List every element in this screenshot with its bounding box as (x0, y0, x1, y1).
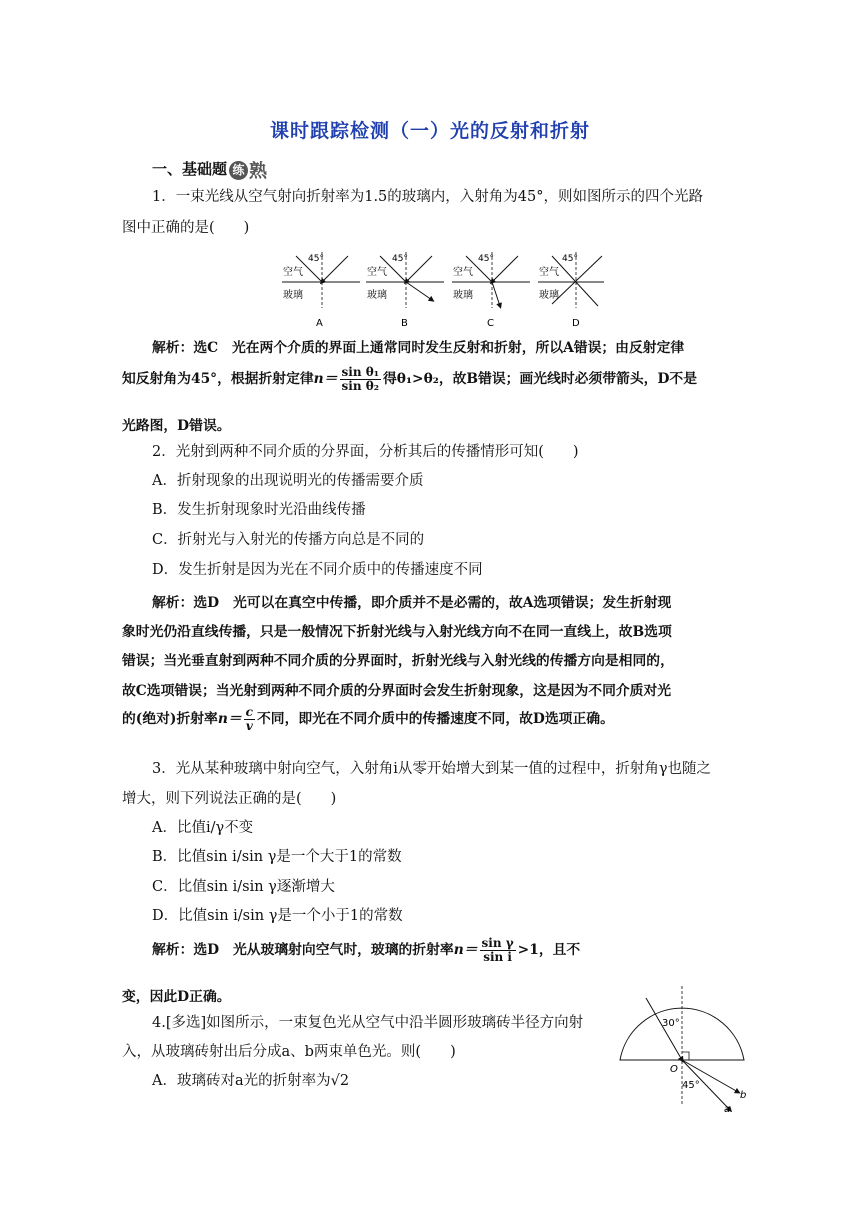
q4-center-label: O (670, 1064, 678, 1075)
q2-stem: 2．光射到两种不同介质的分界面，分析其后的传播情形可知( ) (152, 444, 579, 460)
q1-angle-b: 45° (392, 254, 408, 264)
q1-panel-b (366, 252, 444, 329)
page-title: 课时跟踪检测（一）光的反射和折射 (269, 120, 590, 142)
q2-frac-num: c (245, 705, 253, 719)
q2-option-d: D．发生折射是因为光在不同介质中的传播速度不同 (152, 562, 483, 578)
q2-option-c: C．折射光与入射光的传播方向总是不同的 (152, 532, 425, 548)
q3-analysis-text1b: >1，且不 (517, 942, 581, 958)
q1-analysis-line1 (152, 336, 684, 356)
q4-angle-bottom: 45° (682, 1080, 700, 1091)
q2-analysis-lead: 解析： (152, 595, 194, 611)
q2-analysis-line2: 象时光仍沿直线传播，只是一般情况下折射光线与入射光线方向不在同一直线上，故B选项 (122, 624, 672, 640)
q2-option-b: B．发生折射现象时光沿曲线传播 (152, 502, 366, 518)
q4-ray-b-label: b (740, 1090, 747, 1101)
q2-frac-den: v (245, 719, 253, 733)
q1-label-c: C (487, 318, 494, 329)
q3-option-b: B．比值sin i/sin γ是一个大于1的常数 (152, 849, 402, 865)
q1-angle-c: 45° (478, 254, 494, 264)
q4-stem-line2: 入，从玻璃砖射出后分成a、b两束单色光。则( ) (122, 1044, 456, 1060)
q1-glass-d: 玻璃 (539, 290, 559, 301)
section-label: 一、基础题 (152, 160, 228, 178)
q1-frac-num: sin θ₁ (341, 365, 379, 379)
q4-angle-top: 30° (662, 1018, 680, 1029)
q3-option-c: C．比值sin i/sin γ逐渐增大 (152, 879, 335, 895)
q2-analysis-text5b: 不同，即光在不同介质中的传播速度不同，故D选项正确。 (256, 711, 614, 727)
q1-air-d: 空气 (539, 267, 559, 278)
section-badge-icon: 练 (229, 161, 248, 180)
q4-option-a: A．玻璃砖对a光的折射率为√2 (152, 1073, 350, 1089)
q3-option-a: A．比值i/γ不变 (152, 820, 254, 836)
q1-figure (282, 244, 604, 330)
q1-fraction (340, 366, 381, 393)
q3-analysis-lead: 解析： (152, 942, 194, 958)
q2-analysis-text5a: 的(绝对)折射率 (122, 711, 218, 727)
q4-stem-line1: 4.[多选]如图所示，一束复色光从空气中沿半圆形玻璃砖半径方向射 (152, 1015, 584, 1031)
q1-glass-c: 玻璃 (453, 290, 473, 301)
q2-analysis-line4: 故C选项错误；当光射到两种不同介质的分界面时会发生折射现象，这是因为不同介质对光 (122, 683, 672, 699)
q1-analysis-text1: 选C 光在两个介质的界面上通常同时发生反射和折射，所以A错误；由反射定律 (193, 340, 685, 356)
q1-panel-a (282, 252, 360, 329)
q3-stem-line1: 3．光从某种玻璃中射向空气，入射角i从零开始增大到某一值的过程中，折射角γ也随之 (152, 761, 712, 777)
q1-air-a: 空气 (283, 267, 303, 278)
q1-n-eq: n＝ (313, 371, 338, 387)
q2-n-eq: n＝ (217, 711, 242, 727)
q2-analysis-line3: 错误；当光垂直射到两种不同介质的分界面时，折射光线与入射光线的传播方向是相同的， (122, 653, 674, 669)
q3-stem-line2: 增大，则下列说法正确的是( ) (122, 791, 337, 807)
q1-air-b: 空气 (367, 267, 387, 278)
q3-frac-num: sin γ (481, 936, 514, 950)
q1-panel-c (452, 252, 530, 329)
q3-frac-den: sin i (483, 950, 512, 964)
q1-label-d: D (572, 318, 580, 329)
q3-analysis-text1a: 选D 光从玻璃射向空气时，玻璃的折射率 (193, 942, 454, 958)
q4-ray-a-label: a (724, 1104, 731, 1114)
q1-stem-line1: 1．一束光线从空气射向折射率为1.5的玻璃内，入射角为45°，则如图所示的四个光路 (152, 189, 703, 205)
q1-analysis-text2a: 知反射角为45°，根据折射定律 (122, 371, 314, 387)
q3-analysis-line2: 变，因此D正确。 (122, 989, 231, 1005)
q1-frac-den: sin θ₂ (341, 379, 379, 393)
section-heading (152, 157, 267, 183)
q2-analysis-line5 (122, 706, 614, 733)
q3-n-eq: n＝ (453, 942, 478, 958)
q4-figure (616, 986, 750, 1114)
q2-analysis-line1 (152, 591, 671, 611)
q1-analysis-lead: 解析： (152, 340, 194, 356)
q1-analysis-line2 (122, 366, 697, 393)
q1-air-c: 空气 (453, 267, 473, 278)
q1-analysis-line3: 光路图，D错误。 (122, 418, 231, 434)
q1-analysis-text2b: 得θ₁>θ₂，故B错误；画光线时必须带箭头，D不是 (382, 371, 698, 387)
section-badge-text: 熟 (249, 161, 268, 182)
q3-analysis-line1 (152, 937, 580, 964)
q1-angle-a: 45° (308, 254, 324, 264)
q1-stem-line2: 图中正确的是( ) (122, 220, 250, 236)
q1-glass-a: 玻璃 (283, 290, 303, 301)
q1-panel-d (538, 252, 604, 329)
q2-option-a: A．折射现象的出现说明光的传播需要介质 (152, 473, 424, 489)
q3-option-d: D．比值sin i/sin γ是一个小于1的常数 (152, 908, 403, 924)
q1-label-a: A (316, 318, 323, 329)
q1-angle-d: 45° (562, 254, 578, 264)
q1-glass-b: 玻璃 (367, 290, 387, 301)
q2-analysis-text1: 选D 光可以在真空中传播，即介质并不是必需的，故A选项错误；发生折射现 (193, 595, 672, 611)
q2-fraction (244, 706, 255, 733)
q1-label-b: B (401, 318, 408, 329)
q3-fraction (480, 937, 516, 964)
